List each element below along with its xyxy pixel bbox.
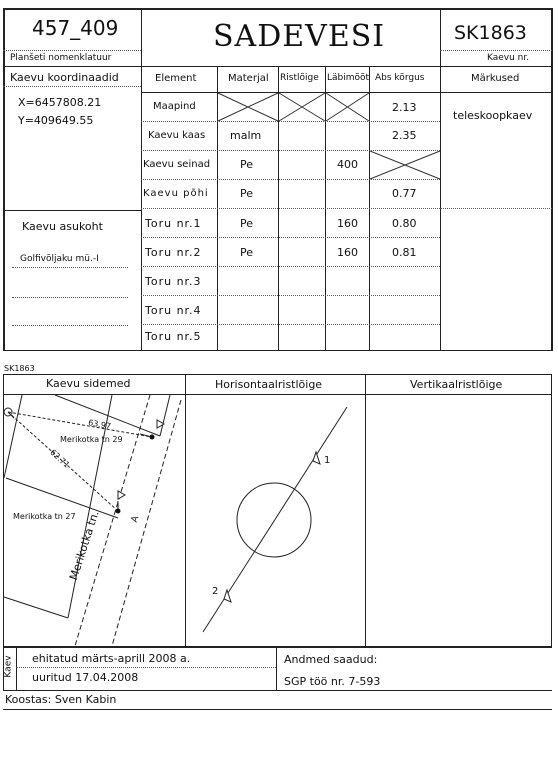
well-id-label: Kaevu nr.	[487, 53, 530, 63]
table-row-material: Pe	[240, 158, 254, 171]
table-row-element: Maapind	[153, 101, 196, 112]
table-header-material: Materjal	[228, 73, 269, 84]
tie-distance-1: 63.97	[87, 418, 112, 431]
table-row-element: Toru nr.2	[145, 246, 202, 259]
table-row-element: Toru nr.4	[145, 304, 202, 317]
well-id: SK1863	[454, 22, 527, 44]
table-row-abs: 0.81	[392, 246, 417, 259]
table-header-abs: Abs kõrgus	[375, 73, 425, 83]
tie-label-a: Merikotka tn 29	[60, 435, 123, 444]
tie-distance-2: 62.71	[48, 447, 72, 470]
location-value: Golfivõljaku mü.-I	[20, 254, 99, 264]
location-label: Kaevu asukoht	[22, 220, 103, 233]
work-number: SGP töö nr. 7-593	[284, 675, 381, 688]
table-row-abs: 2.13	[392, 101, 417, 114]
coord-y: Y=409649.55	[18, 114, 94, 127]
table-row-element: Toru nr.3	[145, 275, 202, 288]
table-row-material: Pe	[240, 187, 254, 200]
pipe-arrow-2	[224, 590, 231, 602]
table-row-diameter: 160	[337, 246, 358, 259]
table-row-material: malm	[230, 129, 262, 142]
table-header-notes: Märkused	[471, 73, 520, 84]
tie-label-b: Merikotka tn 27	[13, 512, 76, 521]
table-row-diameter: 400	[337, 158, 358, 171]
coords-label: Kaevu koordinaadid	[10, 71, 119, 84]
nomenclature: 457_409	[32, 16, 119, 40]
pipe-arrow-1	[313, 452, 320, 464]
page-title: SADEVESI	[213, 19, 386, 54]
nomenclature-label: Planšeti nomenklatuur	[10, 53, 112, 63]
well-circle	[237, 483, 311, 557]
table-row-note: teleskoopkaev	[453, 109, 533, 122]
table-row-abs: 0.77	[392, 187, 417, 200]
table-row-element: Kaevu seinad	[143, 159, 211, 170]
data-source-label: Andmed saadud:	[284, 653, 378, 666]
built-date: ehitatud märts-aprill 2008 a.	[32, 652, 191, 665]
table-header-element: Element	[155, 73, 197, 84]
street-axis-label: A	[129, 514, 142, 524]
author: Koostas: Sven Kabin	[5, 693, 117, 706]
section-title-vertical: Vertikaalristlõige	[410, 378, 503, 391]
coord-x: X=6457808.21	[18, 96, 102, 109]
footer-side-label: Kaev	[3, 655, 14, 678]
table-row-diameter: 160	[337, 217, 358, 230]
section-title-ties: Kaevu sidemed	[46, 377, 131, 390]
table-row-material: Pe	[240, 246, 254, 259]
table-row-element: Toru nr.5	[145, 330, 202, 343]
small-well-id: SK1863	[4, 364, 35, 373]
street-label: Merikotka tn.	[67, 509, 102, 582]
section-title-horizontal: Horisontaalristlõige	[215, 378, 323, 391]
table-header-diameter: Läbimõõt	[327, 73, 370, 83]
table-header-section: Ristlõige	[280, 73, 319, 83]
pipe-label-1: 1	[324, 455, 331, 466]
table-row-element: Toru nr.1	[145, 217, 202, 230]
table-row-material: Pe	[240, 217, 254, 230]
survey-date: uuritud 17.04.2008	[32, 671, 139, 684]
table-row-element: Kaevu põhi	[143, 188, 209, 199]
pipe-label-2: 2	[212, 586, 219, 597]
table-row-element: Kaevu kaas	[148, 130, 206, 141]
table-row-abs: 2.35	[392, 129, 417, 142]
table-row-abs: 0.80	[392, 217, 417, 230]
